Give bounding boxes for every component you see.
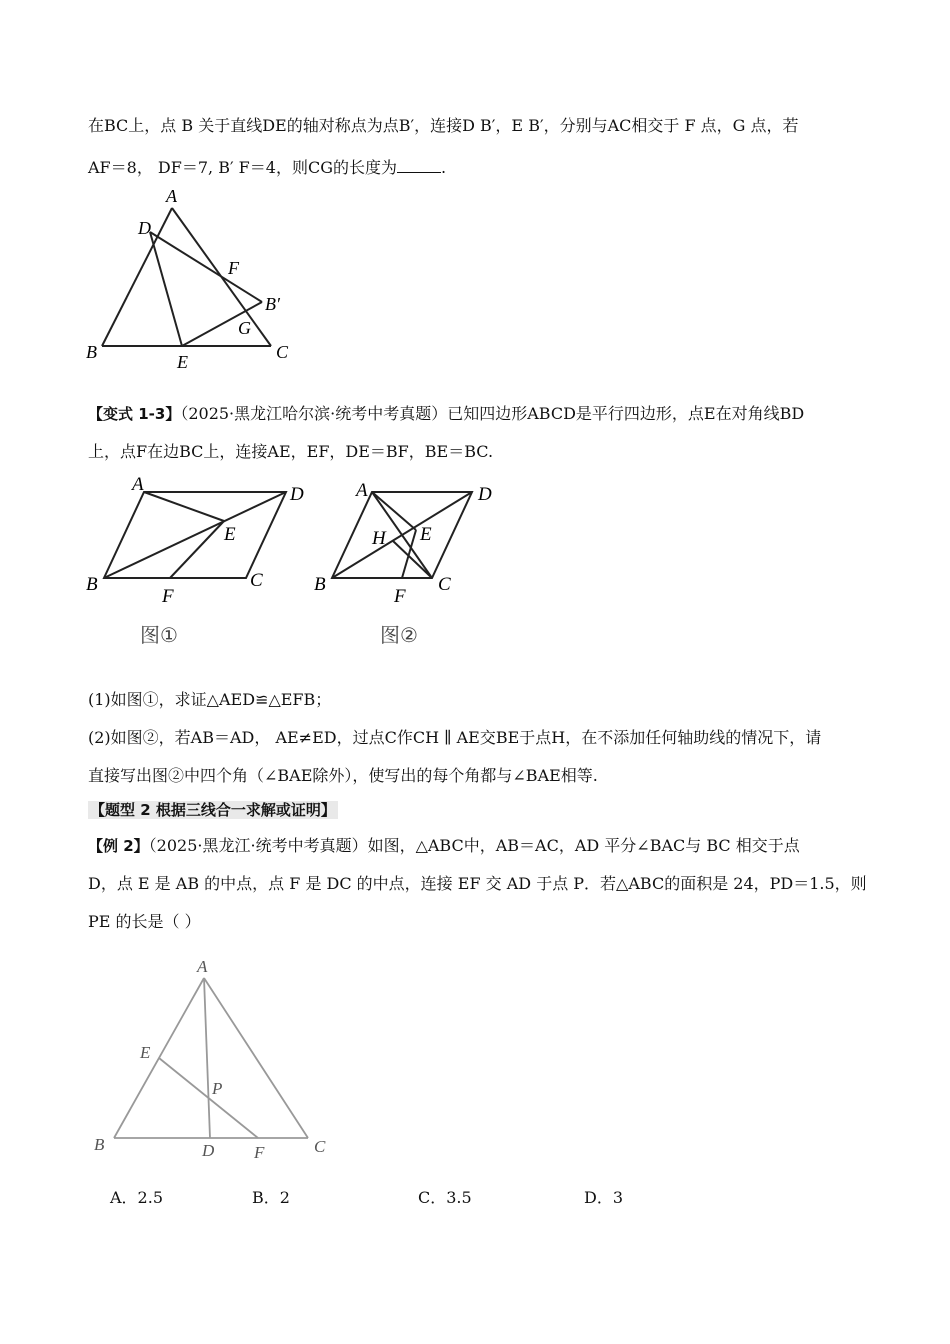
fig3-side-ac bbox=[204, 978, 308, 1138]
fig3-label-a: A bbox=[197, 957, 208, 976]
option-d[interactable]: D．3 bbox=[584, 1188, 624, 1207]
fig1-label-c: C bbox=[276, 342, 289, 362]
question-2-line-1: (2)如图②，若AB＝AD， AE≠ED，过点C作CH ∥ AE交BE于点H，在不添加任何轴助线的情况下，请 bbox=[88, 728, 822, 747]
fig2-left-diagonal-bd bbox=[104, 492, 286, 578]
fig2-left-label-d: D bbox=[290, 484, 304, 505]
figure-triangle-fold bbox=[80, 182, 310, 372]
fig3-segment-ef bbox=[159, 1058, 258, 1138]
option-a[interactable]: A．2.5 bbox=[110, 1188, 164, 1207]
fig2-left-segment-ae bbox=[144, 492, 224, 521]
figure-parallelograms bbox=[80, 474, 520, 664]
fig3-label-c: C bbox=[314, 1137, 326, 1156]
fig3-label-d: D bbox=[202, 1141, 215, 1160]
fig2-left-label-b: B bbox=[86, 574, 98, 595]
fig2-right-label-b: B bbox=[314, 574, 326, 595]
example-line-2: D，点 E 是 AB 的中点，点 F 是 DC 的中点，连接 EF 交 AD 于点 P．若△ABC的面积是 24，PD＝1.5，则 bbox=[88, 874, 867, 893]
variant-tag: 【变式 1-3】 bbox=[88, 405, 181, 423]
variant-line-2: 上，点F在边BC上，连接AE，EF，DE＝BF，BE＝BC. bbox=[88, 442, 494, 461]
fig1-label-d: D bbox=[138, 218, 151, 238]
fig1-side-ab bbox=[102, 208, 172, 346]
fig3-segment-ad bbox=[204, 978, 210, 1138]
fig1-label-f: F bbox=[228, 258, 239, 278]
fig1-label-a: A bbox=[166, 186, 177, 206]
example-line-3: PE 的长是（ ） bbox=[88, 912, 201, 931]
fig3-label-e: E bbox=[140, 1043, 151, 1062]
fig2-right-label-h: H bbox=[372, 528, 386, 549]
fig1-label-b: B bbox=[86, 342, 97, 362]
problem-prev-line-2-end: . bbox=[441, 158, 447, 177]
fig3-label-f: F bbox=[254, 1143, 265, 1162]
section-heading bbox=[88, 798, 338, 822]
example-line-1 bbox=[88, 834, 800, 858]
fig2-caption-right: 图② bbox=[380, 623, 418, 647]
fig3-label-p: P bbox=[212, 1079, 223, 1098]
fig1-label-b-prime: B′ bbox=[265, 294, 280, 314]
fig2-right-label-c: C bbox=[438, 574, 451, 595]
example-tag: 【例 2】 bbox=[88, 837, 149, 855]
fig2-right-label-f: F bbox=[394, 586, 406, 607]
fig1-label-g: G bbox=[238, 318, 251, 338]
problem-prev-line-2-text: AF＝8， DF＝7, B′ F＝4，则CG的长度为 bbox=[88, 158, 397, 177]
fig2-left-segment-ef bbox=[170, 521, 224, 578]
fig2-left-label-a: A bbox=[132, 474, 144, 495]
fig2-left-label-e: E bbox=[224, 524, 236, 545]
variant-line-1-text: （2025·黑龙江哈尔滨·统考中考真题）已知四边形ABCD是平行四边形，点E在对角线BD bbox=[180, 404, 805, 423]
question-2-line-2: 直接写出图②中四个角（∠BAE除外），使写出的每个角都与∠BAE相等. bbox=[88, 766, 598, 785]
fig2-right-label-e: E bbox=[420, 524, 432, 545]
option-c[interactable]: C．3.5 bbox=[418, 1188, 472, 1207]
example-line-1-text: （2025·黑龙江·统考中考真题）如图，△ABC中，AB＝AC，AD 平分∠BAC与 BC 相交于点 bbox=[148, 836, 800, 855]
fig1-label-e: E bbox=[177, 352, 188, 372]
fig2-right-segment-ch bbox=[393, 541, 432, 578]
section-heading-text: 【题型 2 根据三线合一求解或证明】 bbox=[90, 801, 336, 819]
variant-line-1 bbox=[88, 402, 804, 426]
fig2-right-label-d: D bbox=[478, 484, 492, 505]
figure-isosceles-triangle bbox=[80, 950, 340, 1170]
problem-prev-line-2 bbox=[88, 156, 446, 180]
fig3-label-b: B bbox=[94, 1135, 105, 1154]
fig2-right-label-a: A bbox=[356, 480, 368, 501]
option-b[interactable]: B．2 bbox=[252, 1188, 290, 1207]
problem-prev-line-1: 在BC上，点 B 关于直线DE的轴对称点为点B′，连接D B′，E B′，分别与AC相交于 F 点，G 点，若 bbox=[88, 116, 799, 135]
fig2-caption-left: 图① bbox=[140, 623, 178, 647]
answer-blank bbox=[397, 156, 441, 173]
fig2-left-label-c: C bbox=[250, 570, 263, 591]
question-1: (1)如图①，求证△AED≌△EFB； bbox=[88, 690, 332, 709]
fig2-left-label-f: F bbox=[162, 586, 174, 607]
